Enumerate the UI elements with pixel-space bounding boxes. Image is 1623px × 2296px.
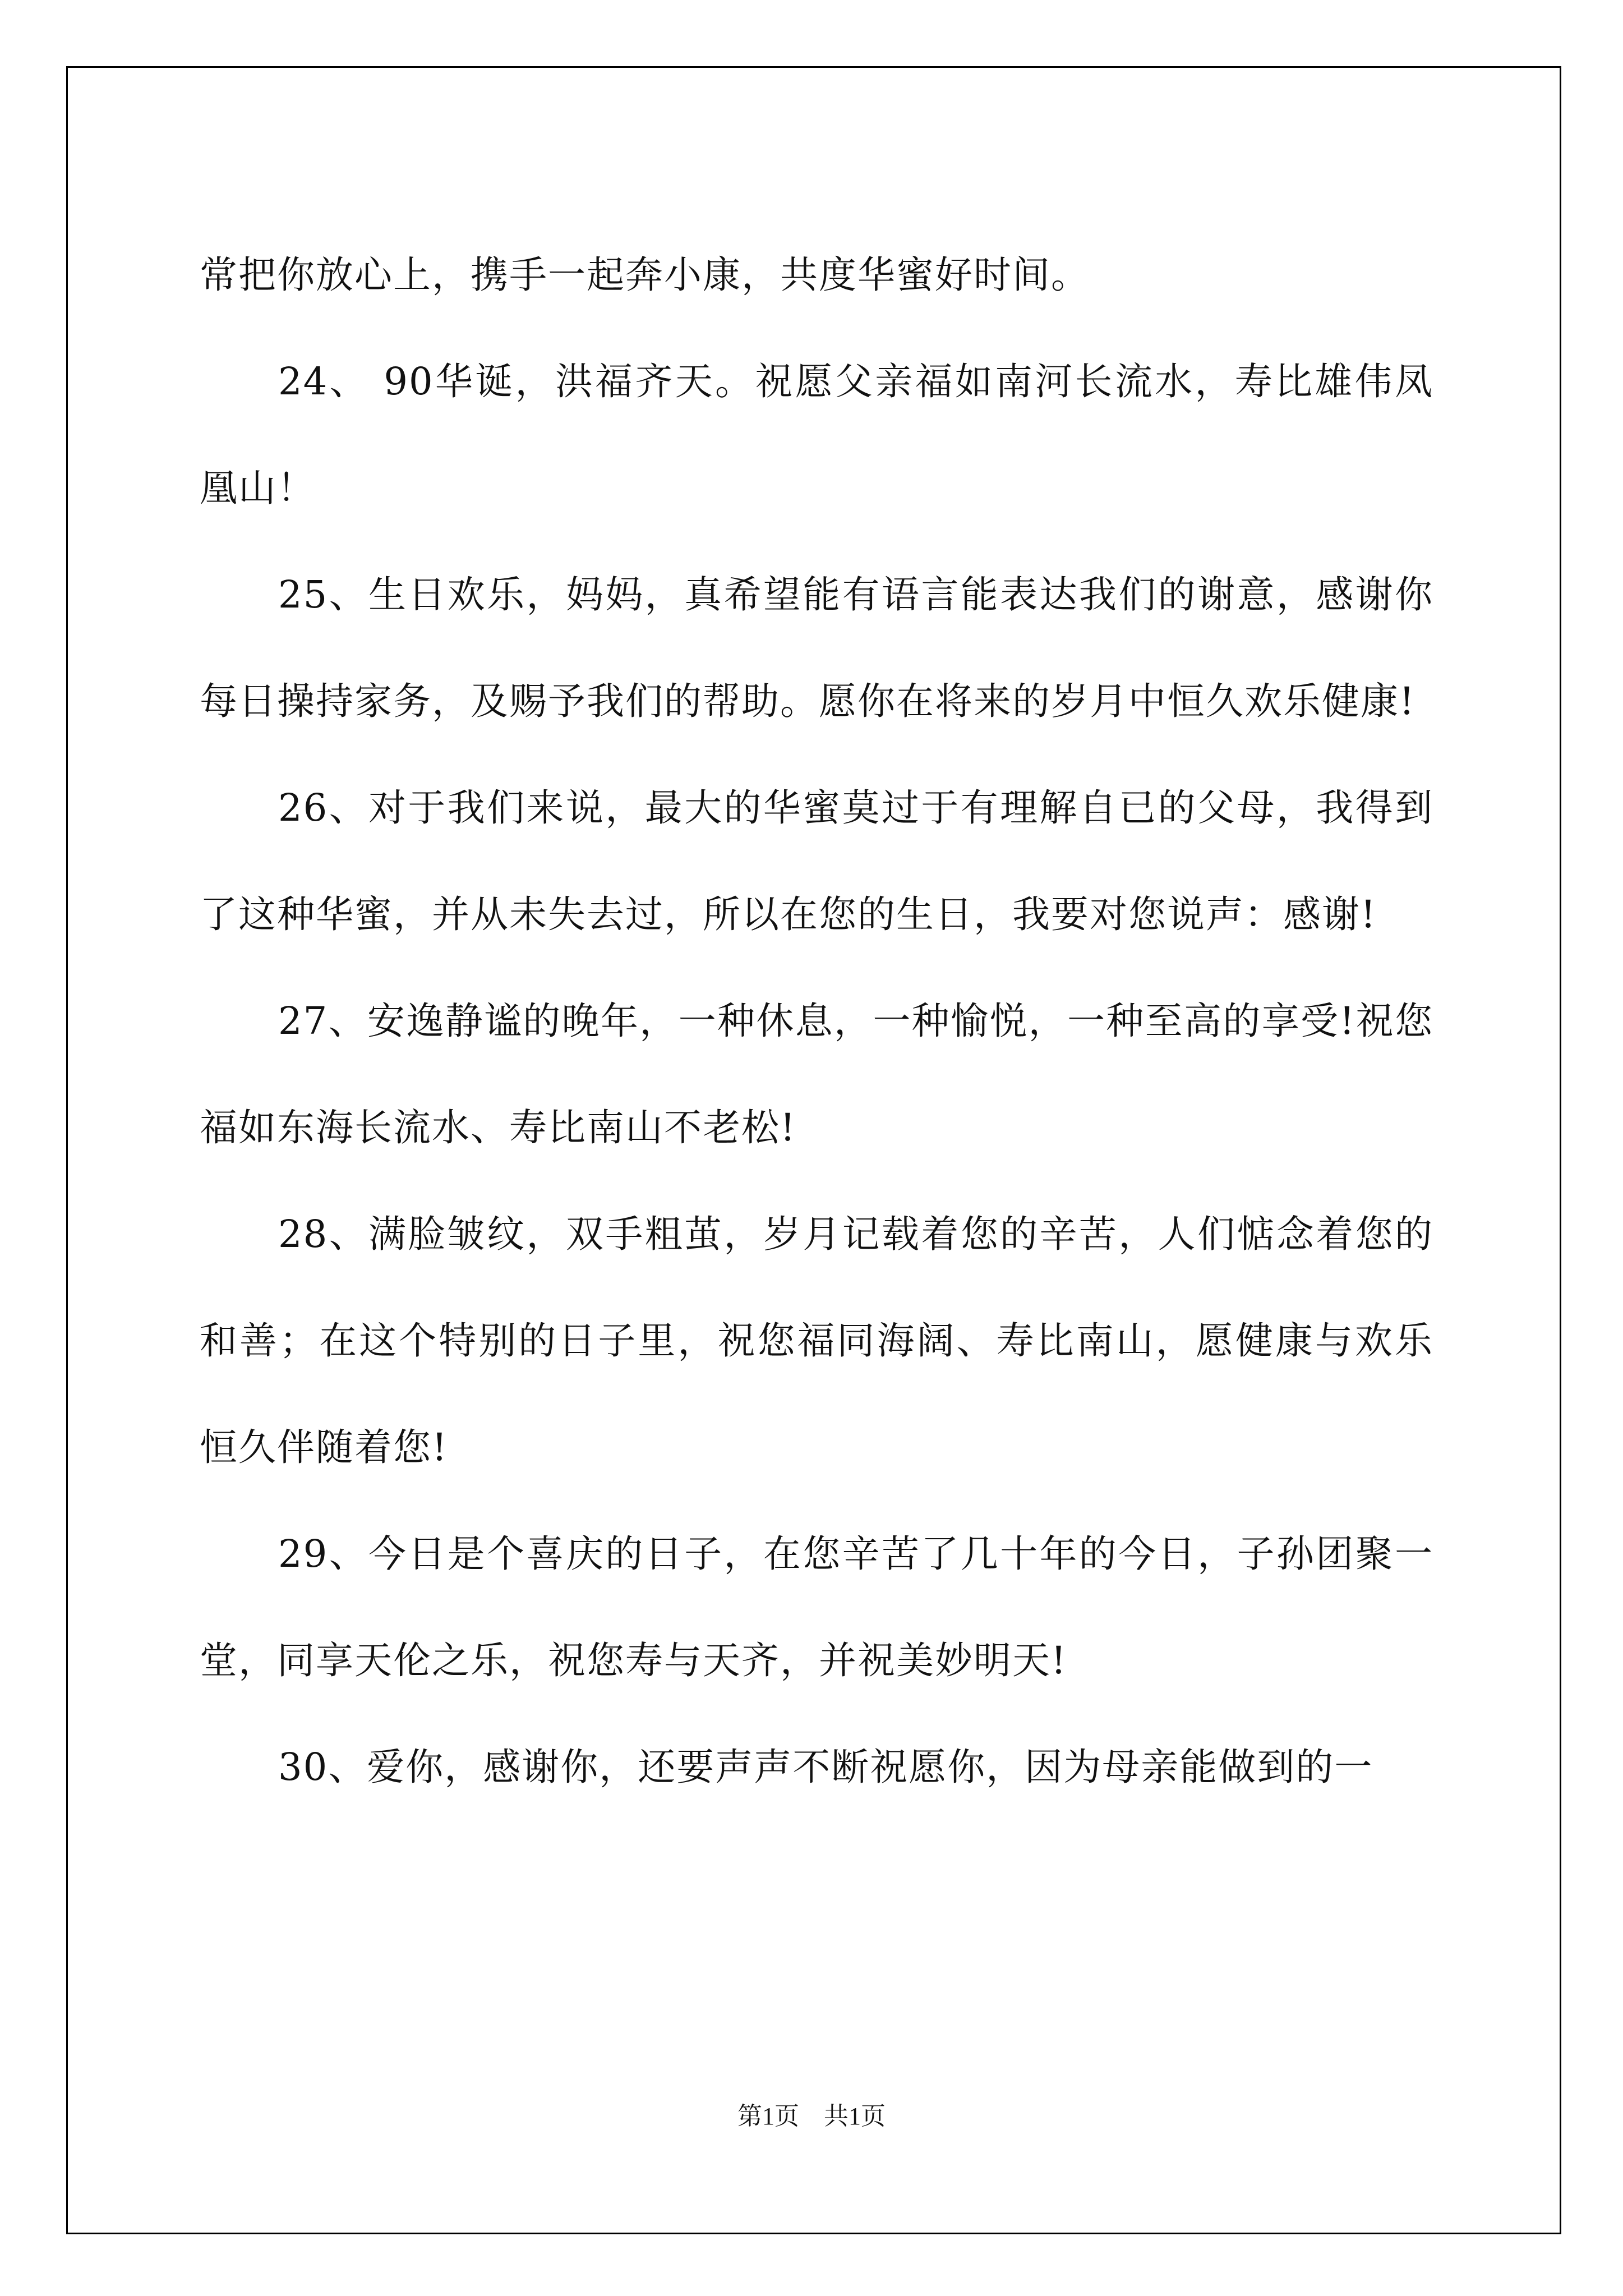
page-footer xyxy=(0,2096,1623,2132)
paragraph-4: 26、对于我们来说，最大的华蜜莫过于有理解自已的父母，我得到了这种华蜜，并从未失去过，所以在您的生日，我要对您说声：感谢! xyxy=(200,786,1433,936)
paragraph-7: 29、今日是个喜庆的日子，在您辛苦了几十年的今日，子孙团聚一堂，同享天伦之乐，祝您寿与天齐，并祝美妙明天! xyxy=(200,1532,1433,1682)
page-number-total: 共1页 xyxy=(824,2102,886,2130)
document-body xyxy=(200,222,1433,1820)
paragraph-2: 24、 90华诞，洪福齐天。祝愿父亲福如南河长流水，寿比雄伟凤凰山！ xyxy=(200,360,1433,510)
paragraph-6: 28、满脸皱纹，双手粗茧，岁月记载着您的辛苦，人们惦念着您的和善；在这个特别的日子里，祝您福同海阔、寿比南山，愿健康与欢乐恒久伴随着您! xyxy=(200,1212,1433,1469)
paragraph-5: 27、安逸静谧的晚年，一种休息，一种愉悦，一种至高的享受!祝您福如东海长流水、寿比南山不老松! xyxy=(200,999,1433,1149)
page-number-current: 第1页 xyxy=(737,2102,799,2130)
paragraph-1: 常把你放心上，携手一起奔小康，共度华蜜好时间。 xyxy=(200,253,1090,297)
paragraph-3: 25、生日欢乐，妈妈，真希望能有语言能表达我们的谢意，感谢你每日操持家务，及赐予我们的帮助。愿你在将来的岁月中恒久欢乐健康! xyxy=(200,573,1433,723)
paragraph-8: 30、爱你，感谢你，还要声声不断祝愿你，因为母亲能做到的一 xyxy=(278,1745,1373,1789)
